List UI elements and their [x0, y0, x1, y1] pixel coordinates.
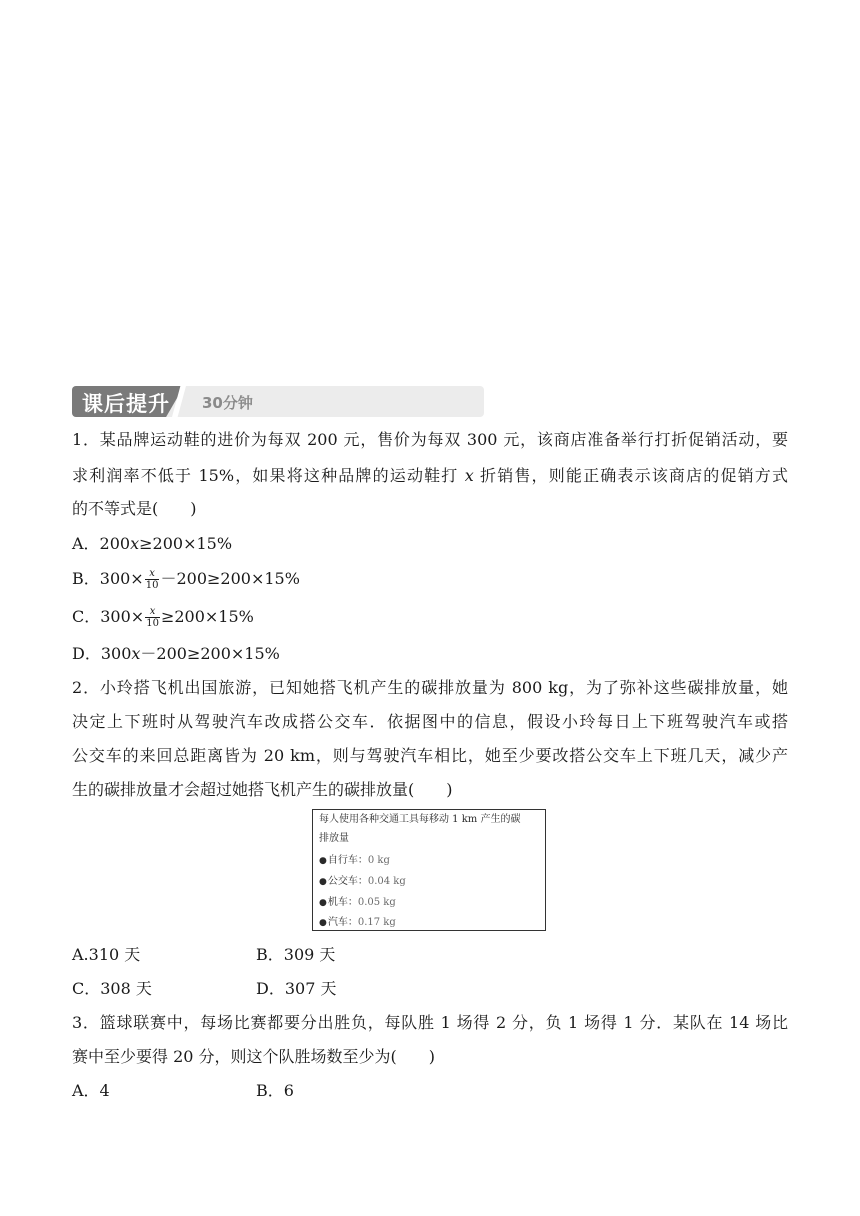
q2-line-1: 2．小玲搭飞机出国旅游，已知她搭飞机产生的碳排放量为 800 kg，为了弥补这些碳排放量，她 — [72, 678, 788, 697]
q1-option-c — [72, 606, 254, 629]
q1-option-b-fraction — [145, 568, 160, 591]
bullet-icon: ● — [319, 877, 327, 887]
info-item-value: 0.04 kg — [367, 876, 406, 887]
info-item-label: 汽车： — [327, 917, 358, 928]
q1-option-b-post: －200≥200×15% — [160, 569, 300, 588]
info-item-motorcycle — [319, 896, 396, 910]
q2-option-d: D．307 天 — [256, 979, 337, 998]
q1-option-a — [72, 534, 232, 554]
info-item-value: 0 kg — [367, 855, 390, 866]
q2-option-a: A.310 天 — [72, 945, 141, 964]
info-item-value: 0.17 kg — [357, 917, 396, 928]
q1-option-c-frac-den: 10 — [146, 618, 159, 629]
q1-option-c-frac-num: x — [145, 606, 160, 618]
info-item-label: 机车： — [327, 897, 358, 908]
info-heading-2: 排放量 — [319, 833, 349, 844]
q1-option-d-var: x — [131, 644, 141, 663]
info-heading-1: 每人使用各种交通工具每移动 1 km 产生的碳 — [319, 814, 521, 825]
q1-line-2 — [72, 466, 788, 486]
info-item-car — [319, 916, 396, 930]
emission-info-box — [312, 809, 546, 931]
q2-line-2: 决定上下班时从驾驶汽车改成搭公交车．依据图中的信息，假设小玲每日上下班驾驶汽车或搭 — [72, 712, 788, 731]
q1-line-2-var: x — [464, 466, 474, 485]
q1-option-c-pre: C．300× — [72, 607, 145, 626]
section-time: 30分钟 — [202, 394, 253, 412]
info-item-bus — [319, 875, 406, 889]
q1-option-b — [72, 568, 300, 591]
q3-line-1: 3．篮球联赛中，每场比赛都要分出胜负，每队胜 1 场得 2 分，负 1 场得 1 分．某队在 14 场比 — [72, 1013, 788, 1032]
q2-line-3: 公交车的来回总距离皆为 20 km，则与驾驶汽车相比，她至少要改搭公交车上下班几天，减少产 — [72, 746, 788, 765]
q1-option-c-fraction — [145, 606, 160, 629]
q3-option-b: B．6 — [256, 1081, 294, 1100]
q1-option-a-pre: A．200 — [72, 534, 131, 553]
q3-option-a: A．4 — [72, 1081, 110, 1100]
q1-option-d — [72, 644, 280, 664]
q2-option-c: C．308 天 — [72, 979, 152, 998]
q1-option-b-frac-den: 10 — [145, 580, 159, 591]
info-item-value: 0.05 kg — [357, 897, 396, 908]
bullet-icon: ● — [319, 918, 327, 928]
info-item-bicycle — [319, 854, 390, 868]
q1-line-2-after: 折销售，则能正确表示该商店的促销方式 — [473, 466, 788, 485]
section-title: 课后提升 — [82, 392, 170, 416]
info-item-label: 公交车： — [327, 876, 368, 887]
info-item-label: 自行车： — [327, 855, 368, 866]
q1-line-1: 1．某品牌运动鞋的进价为每双 200 元，售价为每双 300 元，该商店准备举行打折促销活动，要 — [72, 430, 788, 449]
bullet-icon: ● — [319, 898, 327, 908]
q3-line-2: 赛中至少要得 20 分，则这个队胜场数至少为( ) — [72, 1047, 436, 1066]
section-banner — [72, 386, 484, 417]
q1-option-d-post: －200≥200×15% — [140, 644, 280, 663]
bullet-icon: ● — [319, 856, 327, 866]
q1-line-3: 的不等式是( ) — [72, 499, 197, 518]
q1-option-c-post: ≥200×15% — [160, 607, 254, 626]
q2-line-4: 生的碳排放量才会超过她搭飞机产生的碳排放量( ) — [72, 780, 453, 799]
q1-line-2-before: 求利润率不低于 15%，如果将这种品牌的运动鞋打 — [72, 466, 465, 485]
q1-option-b-pre: B．300× — [72, 569, 144, 588]
q1-option-b-frac-num: x — [145, 568, 160, 580]
q1-option-d-pre: D．300 — [72, 644, 132, 663]
q2-option-b: B．309 天 — [256, 945, 336, 964]
q1-option-a-var: x — [130, 534, 140, 553]
q1-option-a-post: ≥200×15% — [139, 534, 233, 553]
